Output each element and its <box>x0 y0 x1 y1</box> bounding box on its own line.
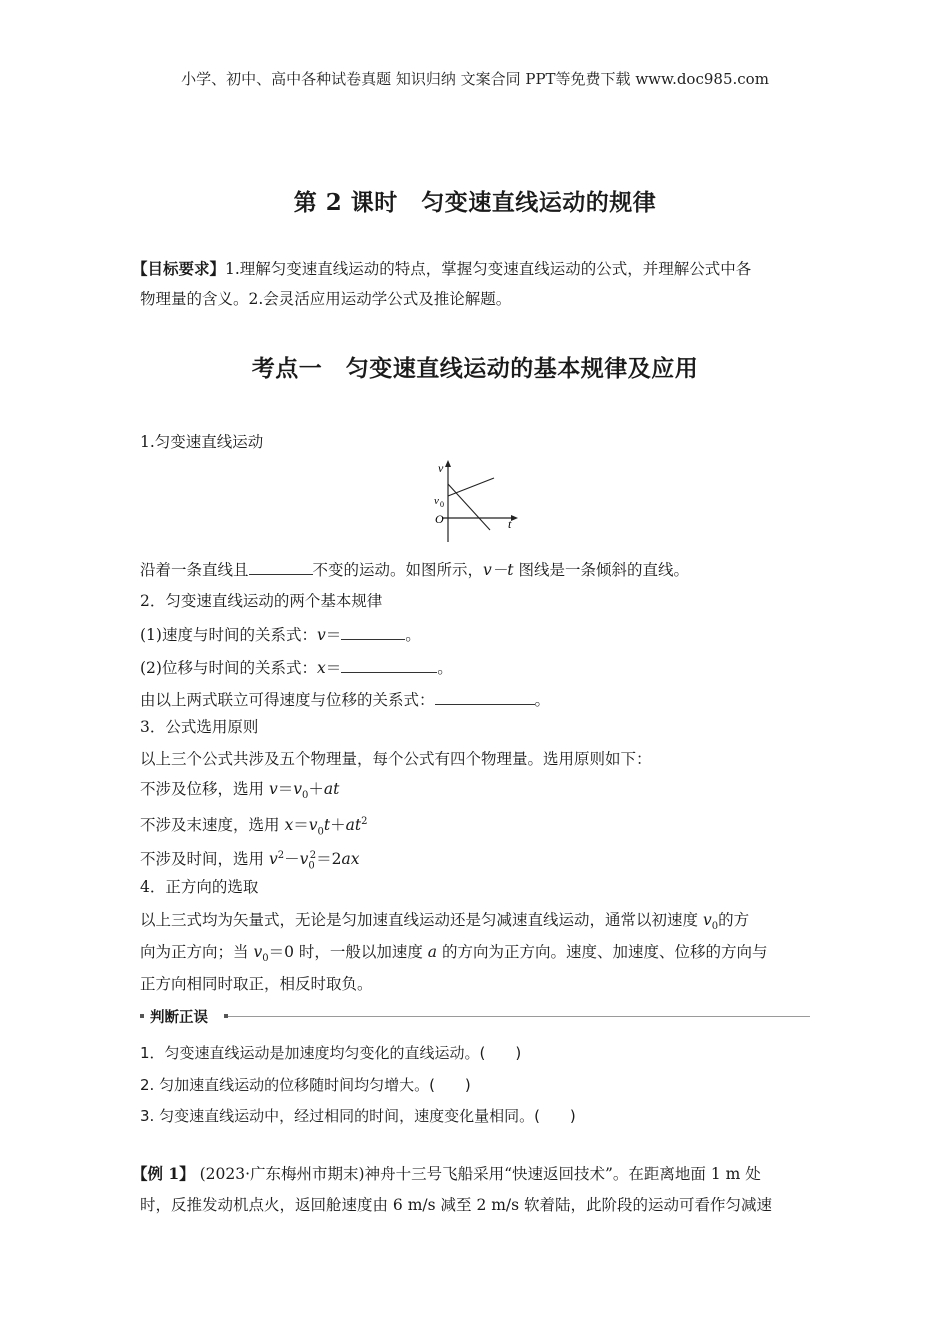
definition-text-a: 沿着一条直线且 <box>140 561 249 579</box>
judge-item-2: 2. 匀加速直线运动的位移随时间均匀增大。( ) <box>140 1076 471 1094</box>
item1-title: 1.匀变速直线运动 <box>140 433 264 451</box>
blank-2[interactable] <box>341 623 405 640</box>
v0-sub: 0 <box>440 500 444 509</box>
v-axis-arrow <box>445 460 451 467</box>
rule2-eq: ＝ <box>325 659 342 677</box>
goal-line-1 <box>132 258 751 280</box>
judge-item-3: 3. 匀变速直线运动中，经过相同的时间，速度变化量相同。( ) <box>140 1107 576 1125</box>
blank-1[interactable] <box>249 558 313 575</box>
definition-text-d: 图线是一条倾斜的直线。 <box>513 561 689 579</box>
lesson-title: 第 2 课时 匀变速直线运动的规律 <box>293 189 657 216</box>
rule2-text: (2)位移与时间的关系式： <box>140 659 317 677</box>
item3-title: 3．公式选用原则 <box>140 718 259 736</box>
judge-item-1: 1．匀变速直线运动是加速度均匀变化的直线运动。( ) <box>140 1044 522 1062</box>
page-header: 小学、初中、高中各种试卷真题 知识归纳 文案合同 PPT等免费下载 www.doc985.com <box>181 70 769 88</box>
goal-label: 【目标要求】 <box>132 259 226 278</box>
direction-line-2: 向为正方向；当 $v_0=0$ 时，一般以加速度 a 的方向为正方向。速度、加速度、位移的方向与 <box>140 943 768 965</box>
judge-section-bar <box>140 1006 810 1026</box>
goal-line-2: 物理量的含义。2.会灵活应用运动学公式及推论解题。 <box>140 290 512 308</box>
choice1-line: 不涉及位移，选用 $v=v_0+at$ <box>140 780 340 802</box>
goal-text-1: 1.理解匀变速直线运动的特点，掌握匀变速直线运动的公式，并理解公式中各 <box>225 260 752 278</box>
choice2-line: 不涉及末速度，选用 $x=v_0t+at^2$ <box>140 816 368 838</box>
principle-intro: 以上三个公式共涉及五个物理量，每个公式有四个物理量。选用原则如下： <box>140 750 652 768</box>
judge-bullet-left <box>140 1014 144 1018</box>
vt-symbol: v－t <box>483 561 514 579</box>
increasing-line <box>448 478 494 496</box>
example-line-1 <box>132 1163 761 1185</box>
origin-label: O <box>435 512 444 526</box>
choice3-line: 不涉及时间，选用 $v^2-v_0^2=2ax$ <box>140 850 360 872</box>
example-label: 【例 1】 <box>132 1164 195 1183</box>
section-title: 考点一 匀变速直线运动的基本规律及应用 <box>251 355 699 382</box>
item4-title: 4．正方向的选取 <box>140 878 259 896</box>
rule2-var: x <box>316 659 326 677</box>
judge-label: 判断正误 <box>150 1010 208 1026</box>
example-text-1: (2023·广东梅州市期末)神舟十三号飞船采用“快速返回技术”。在距离地面 1 m 处 <box>194 1165 761 1183</box>
definition-line <box>140 558 689 581</box>
blank-3[interactable] <box>341 656 437 673</box>
rule2-end: 。 <box>437 659 453 677</box>
blank-4[interactable] <box>435 688 535 705</box>
rule3-text: 由以上两式联立可得速度与位移的关系式： <box>140 691 435 709</box>
rule3-end: 。 <box>534 691 551 709</box>
rule1-eq: ＝ <box>325 626 342 644</box>
v0-label: v <box>434 495 439 507</box>
rule1-var: v <box>316 626 326 644</box>
rule2-line <box>140 656 453 679</box>
definition-text-b: 不变的运动。如图所示， <box>312 561 484 579</box>
decreasing-line <box>448 484 490 530</box>
example-line-2: 时，反推发动机点火，返回舱速度由 6 m/s 减至 2 m/s 软着陆，此阶段的运动可看作匀减速 <box>140 1196 773 1214</box>
rule3-line <box>140 688 550 711</box>
t-axis-arrow <box>511 515 518 521</box>
direction-line-1: 以上三式均为矢量式，无论是匀加速直线运动还是匀减速直线运动，通常以初速度 $v_0$的方 <box>140 911 750 933</box>
t-label: t <box>508 517 512 531</box>
v-label: v <box>438 461 444 475</box>
rule1-end: 。 <box>405 626 421 644</box>
v-t-graph <box>420 456 530 546</box>
rule1-line <box>140 623 421 646</box>
item2-title: 2．匀变速直线运动的两个基本规律 <box>140 592 383 610</box>
judge-rule <box>228 1016 810 1017</box>
rule1-text: (1)速度与时间的关系式： <box>140 626 317 644</box>
direction-line-3: 正方向相同时取正，相反时取负。 <box>140 975 373 993</box>
